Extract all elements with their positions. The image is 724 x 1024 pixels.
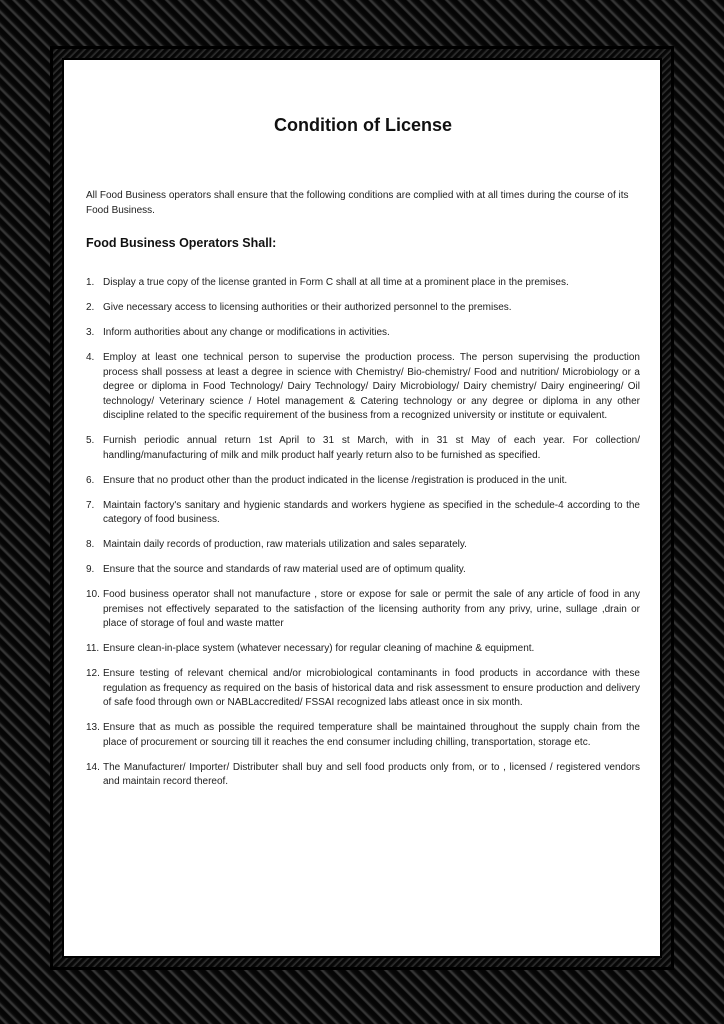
item-number: 13. xyxy=(86,722,100,733)
item-number: 10. xyxy=(86,589,100,600)
item-text: Employ at least one technical person to supervise the production process. The person supervising the production process shall possess at least a degree in science with Chemistry/ Bio-chemistry/ Food and nutrition/ Microbiology or a degree or diploma in Food Technology/ Dairy Technology/ Dairy Microbiology/ Dairy chemistry/ Dairy engineering/ Oil technology/ Veterinary science / Hotel management & Catering technology or any degree or diploma in any other discipline related to the specific requirement of the business from a recognized university or institute or equivalent. xyxy=(103,352,640,421)
list-item xyxy=(86,301,640,316)
item-number: 12. xyxy=(86,668,100,679)
item-number: 9. xyxy=(86,564,95,575)
item-number: 6. xyxy=(86,474,95,486)
item-number: 7. xyxy=(86,499,95,511)
item-text: Ensure clean-in-place system (whatever necessary) for regular cleaning of machine & equipment. xyxy=(103,643,535,654)
item-number: 1. xyxy=(86,277,95,288)
list-item xyxy=(86,642,640,657)
item-number: 11. xyxy=(86,643,100,654)
list-item xyxy=(86,326,640,341)
item-text: Ensure that as much as possible the required temperature shall be maintained throughout the supply chain from the place of procurement or sourcing till it reaches the end consumer including chilling, transportation, storage etc. xyxy=(103,722,640,748)
item-text: Ensure testing of relevant chemical and/or microbiological contaminants in food products in accordance with these regulation as frequency as required on the basis of historical data and risk assessment to ensure production and delivery of safe food through own or NABLaccredited/ FSSAI recognized labs atleast once in six month. xyxy=(103,668,640,708)
item-number: 2. xyxy=(86,302,95,313)
item-text: Display a true copy of the license granted in Form C shall at all time at a prominent place in the premises. xyxy=(103,277,569,288)
item-number: 5. xyxy=(86,435,95,446)
list-item xyxy=(86,434,640,463)
item-text: Ensure that no product other than the product indicated in the license /registration is produced in the unit. xyxy=(103,474,568,486)
item-text: Maintain daily records of production, raw materials utilization and sales separately. xyxy=(103,539,467,550)
list-item xyxy=(86,588,640,632)
item-text: The Manufacturer/ Importer/ Distributer shall buy and sell food products only from, or to , licensed / registered vendors and maintain record thereof. xyxy=(103,761,640,787)
item-text: Give necessary access to licensing authorities or their authorized personnel to the premises. xyxy=(103,302,512,313)
item-number: 4. xyxy=(86,352,95,363)
item-text: Maintain factory's sanitary and hygienic standards and workers hygiene as specified in the schedule-4 according to the category of food business. xyxy=(103,499,640,525)
item-number: 14. xyxy=(86,761,100,773)
list-item xyxy=(86,538,640,553)
item-text: Furnish periodic annual return 1st April to 31 st March, with in 31 st May of each year. For collection/ handling/manufacturing of milk and milk product half yearly return also to be furnished as specified. xyxy=(103,435,640,461)
item-text: Food business operator shall not manufacture , store or expose for sale or permit the sale of any article of food in any premises not effectively separated to the satisfaction of the licensing authority from any privy, urine, sullage ,drain or place of storage of foul and waste matter xyxy=(103,589,640,629)
item-number: 3. xyxy=(86,327,95,338)
item-text: Ensure that the source and standards of raw material used are of optimum quality. xyxy=(103,564,466,575)
item-number: 8. xyxy=(86,539,95,550)
list-item xyxy=(86,667,640,711)
list-item xyxy=(86,761,640,790)
list-item xyxy=(86,499,640,528)
list-item xyxy=(86,474,640,489)
item-text: Inform authorities about any change or modifications in activities. xyxy=(103,327,390,338)
intro-paragraph: All Food Business operators shall ensure that the following conditions are complied with at all times during the course of its Food Business. xyxy=(86,190,629,216)
conditions-list xyxy=(86,276,640,790)
list-item xyxy=(86,563,640,578)
license-document xyxy=(64,60,660,956)
section-heading: Food Business Operators Shall: xyxy=(86,236,277,250)
list-item xyxy=(86,276,640,291)
document-title: Condition of License xyxy=(274,115,452,135)
list-item xyxy=(86,351,640,424)
list-item xyxy=(86,721,640,750)
